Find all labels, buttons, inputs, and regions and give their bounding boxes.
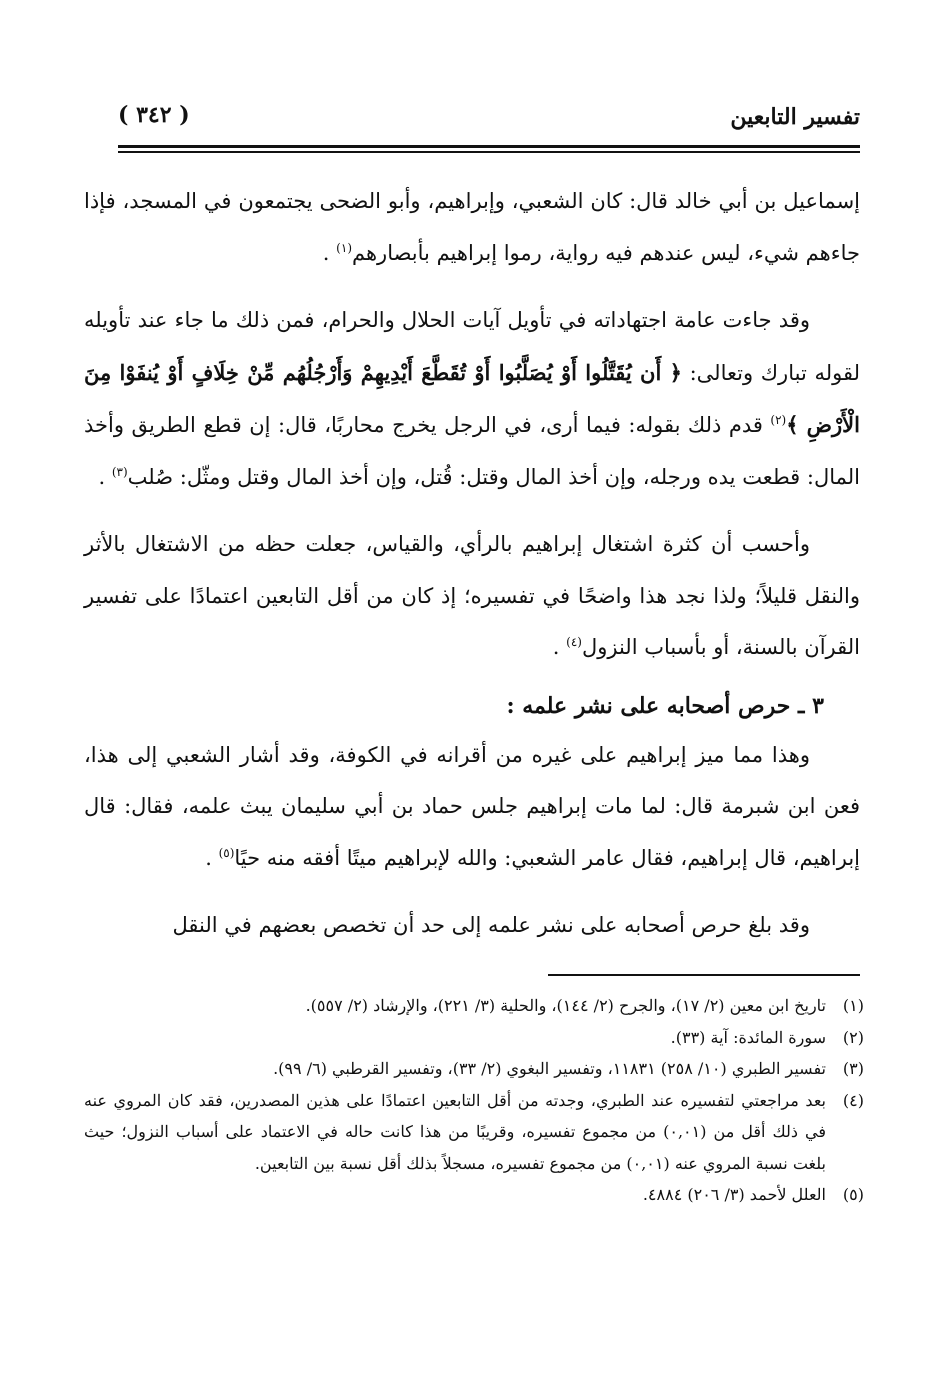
- footnotes: [84, 990, 864, 1211]
- paragraph-1-end: .: [322, 240, 330, 265]
- footnote-ref-2[interactable]: (٢): [770, 413, 787, 427]
- section-subheading: ٣ ـ حرص أصحابه على نشر علمه :: [506, 692, 824, 719]
- footnote-2: [84, 1022, 864, 1054]
- footnote-ref-4[interactable]: (٤): [566, 635, 582, 649]
- footnote-3: [84, 1053, 864, 1085]
- paragraph-2: [84, 295, 860, 503]
- paragraph-3: [84, 519, 860, 674]
- footnote-number: (١): [842, 996, 864, 1015]
- footnote-text: تفسير الطبري (١٠/ ٢٥٨) ١١٨٣١، وتفسير البغوي (٢/ ٣٣)، وتفسير القرطبي (٦/ ٩٩).: [273, 1059, 826, 1078]
- paragraph-1-text: إسماعيل بن أبي خالد قال: كان الشعبي، وإبراهيم، وأبو الضحى يجتمعون في المسجد، فإذا جاءهم شيء، ليس عندهم فيه رواية، رموا إبراهيم بأبصارهم: [84, 189, 860, 265]
- footnote-text: العلل لأحمد (٣/ ٢٠٦) ٤٨٨٤.: [642, 1185, 826, 1204]
- paragraph-1: [84, 176, 860, 279]
- footnote-ref-3[interactable]: (٣): [111, 464, 128, 479]
- footnote-5: [84, 1179, 864, 1211]
- paragraph-5: وقد بلغ حرص أصحابه على نشر علمه إلى حد أن تخصص بعضهم في النقل: [172, 913, 810, 937]
- footnote-text: سورة المائدة: آية (٣٣).: [670, 1027, 826, 1047]
- header-rule-thin: [118, 151, 860, 153]
- header-rule-thick: [118, 145, 860, 148]
- footnote-text: بعد مراجعتي لتفسيره عند الطبري، وجدته من أقل التابعين اعتمادًا على هذين المصدرين، فقد كان المروي عنه في ذلك أقل من (٠,٠١) من مجموع تفسيره، وقريبًا من هذا كانت حاله في الاعتماد على أسباب النزول؛ حيث بلغت نسبة المروي عنه (٠,٠١) من مجموع تفسيره، مسجلاً بذلك أقل نسبة بين التابعين.: [84, 1090, 827, 1173]
- running-title: تفسير التابعين: [730, 104, 860, 130]
- paragraph-3-text: وأحسب أن كثرة اشتغال إبراهيم بالرأي، والقياس، جعلت حظه من الاشتغال بالأثر والنقل قليلاً؛ ولذا نجد هذا واضحًا في تفسيره؛ إذ كان من أقل التابعين اعتمادًا على تفسير القرآن بالسنة، أو بأسباب النزول: [84, 532, 860, 659]
- footnote-1: [84, 990, 864, 1022]
- page-header: [118, 98, 860, 138]
- footnote-number: (٤): [842, 1090, 864, 1110]
- footnote-number: (٥): [842, 1185, 864, 1204]
- footnote-ref-1[interactable]: (١): [336, 240, 352, 255]
- paragraph-2-text-a: وقد جاءت عامة اجتهاداته في تأويل آيات الحلال والحرام، فمن ذلك ما جاء عند تأويله لقوله تبارك وتعالى:: [84, 308, 860, 385]
- footnote-number: (٢): [842, 1027, 864, 1047]
- quran-verse: ﴿ أَن يُقَتَّلُوا أَوْ يُصَلَّبُوا أَوْ تُقَطَّعَ أَيْدِيهِمْ وَأَرْجُلُهُم مِّنْ خِلَافٍ أَوْ يُنفَوْا مِنَ الْأَرْضِ ﴾: [84, 359, 860, 437]
- footnote-4: [84, 1085, 864, 1180]
- page-number: ( ٣٤٢ ): [118, 102, 190, 128]
- footnote-ref-5[interactable]: (٥): [218, 845, 235, 860]
- paragraph-4: [84, 730, 860, 885]
- footnote-text: تاريخ ابن معين (٢/ ١٧)، والجرح (٢/ ١٤٤)، والحلية (٣/ ٢٢١)، والإرشاد (٢/ ٥٥٧).: [305, 996, 826, 1015]
- paragraph-3-end: .: [552, 635, 560, 659]
- paragraph-4-end: .: [205, 845, 212, 870]
- main-text: [84, 176, 860, 952]
- paragraph-2-text-b: قدم ذلك بقوله: فيما أرى، في الرجل يخرج محاربًا، قال: إن قطع الطريق وأخذ المال: قطعت يده ورجله، وإن أخذ المال وقتل: قُتل، وإن أخذ المال وقتل ومثّل: صُلب: [84, 413, 860, 489]
- footnote-number: (٣): [842, 1059, 864, 1078]
- footnote-separator: [548, 974, 860, 976]
- paragraph-4-text: وهذا مما ميز إبراهيم على غيره من أقرانه في الكوفة، وقد أشار الشعبي إلى هذا، فعن ابن شبرمة قال: لما مات إبراهيم جلس حماد بن أبي سليمان يبث علمه، فقال: قال إبراهيم، قال إبراهيم، فقال عامر الشعبي: والله لإبراهيم ميتًا أفقه منه حيًا: [84, 742, 860, 870]
- paragraph-2-end: .: [98, 464, 106, 489]
